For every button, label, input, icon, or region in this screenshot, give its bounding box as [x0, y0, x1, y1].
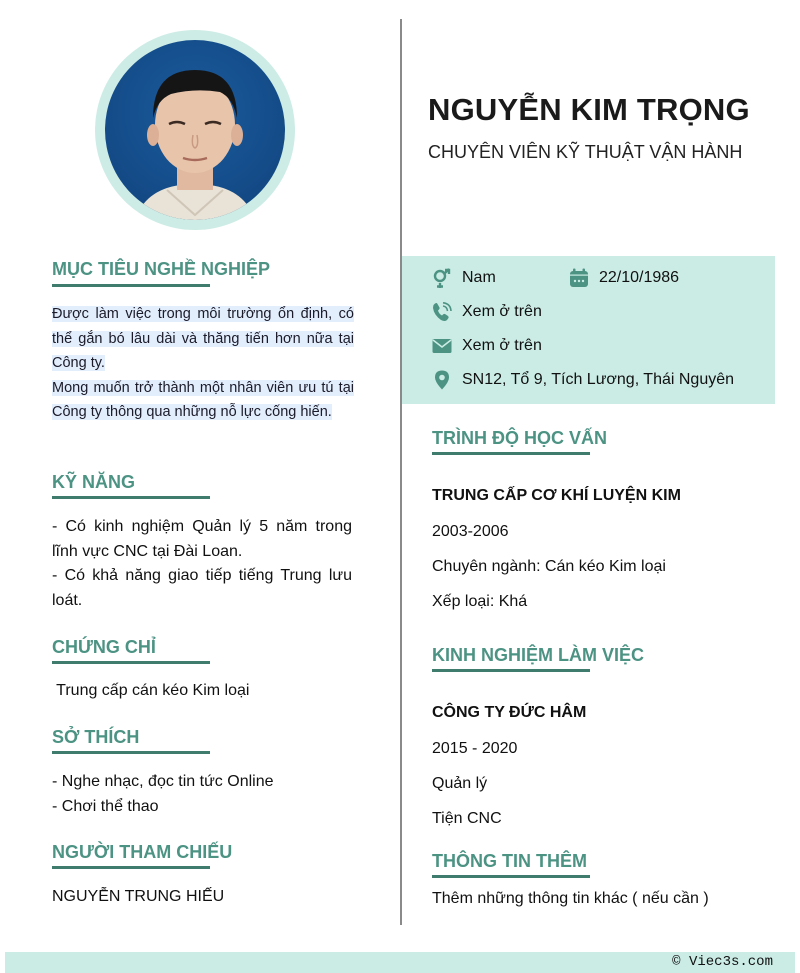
education-grade: Xếp loại: Khá	[432, 593, 528, 610]
footer-bar	[5, 952, 795, 973]
experience-heading-rule	[432, 669, 590, 672]
copyright-text: © Viec3s.com	[672, 954, 773, 970]
education-period: 2003-2006	[432, 523, 509, 540]
experience-heading: KINH NGHIỆM LÀM VIỆC	[432, 645, 645, 665]
birthday-row	[569, 268, 679, 288]
mail-icon	[432, 336, 452, 356]
objective-heading: MỤC TIÊU NGHỀ NGHIỆP	[52, 259, 271, 279]
education-heading: TRÌNH ĐỘ HỌC VẤN	[432, 428, 607, 448]
skills-heading-rule	[52, 496, 210, 499]
phone-row	[432, 302, 542, 322]
gender-value: Nam	[462, 269, 496, 286]
references-heading-rule	[52, 866, 210, 869]
experience-period: 2015 - 2020	[432, 740, 518, 757]
skill-item: - Có khả năng giao tiếp tiếng Trung lưu loát.	[52, 567, 352, 609]
skills-text	[52, 515, 352, 613]
calendar-icon	[569, 268, 589, 288]
address-value: SN12, Tổ 9, Tích Lương, Thái Nguyên	[462, 371, 735, 388]
additional-info-heading-rule	[432, 875, 590, 878]
skills-heading: KỸ NĂNG	[52, 472, 136, 492]
certificates-heading-rule	[52, 661, 210, 664]
contact-info-panel	[402, 256, 775, 404]
avatar	[105, 40, 285, 220]
gender-row	[432, 268, 496, 288]
certificate-item: Trung cấp cán kéo Kim loại	[52, 682, 250, 699]
education-school: TRUNG CẤP CƠ KHÍ LUYỆN KIM	[432, 487, 681, 504]
job-title: CHUYÊN VIÊN KỸ THUẬT VẬN HÀNH	[428, 142, 743, 162]
education-heading-rule	[432, 452, 590, 455]
portrait-photo	[105, 40, 285, 220]
hobbies-heading: SỞ THÍCH	[52, 727, 140, 747]
birthday-value: 22/10/1986	[599, 269, 680, 286]
email-row	[432, 336, 542, 356]
location-pin-icon	[432, 370, 452, 390]
hobbies-heading-rule	[52, 751, 210, 754]
objective-line-1: Được làm việc trong môi trường ổn định, có thể gắn bó lâu dài và thăng tiến hơn nữa tại Công ty.	[52, 306, 354, 371]
candidate-name: NGUYỄN KIM TRỌNG	[428, 92, 750, 127]
gender-icon	[432, 268, 452, 288]
experience-description: Tiện CNC	[432, 810, 502, 827]
objective-heading-rule	[52, 284, 210, 287]
skill-item: - Có kinh nghiệm Quản lý 5 năm trong lĩnh vực CNC tại Đài Loan.	[52, 518, 352, 560]
phone-icon	[432, 302, 452, 322]
education-major: Chuyên ngành: Cán kéo Kim loại	[432, 558, 666, 575]
references-heading: NGƯỜI THAM CHIẾU	[52, 842, 233, 862]
additional-info-heading: THÔNG TIN THÊM	[432, 851, 587, 871]
reference-item: NGUYỄN TRUNG HIẾU	[52, 888, 225, 905]
additional-info-text: Thêm những thông tin khác ( nếu cần )	[432, 890, 709, 907]
address-row	[432, 370, 734, 390]
email-value: Xem ở trên	[462, 337, 542, 354]
experience-company: CÔNG TY ĐỨC HÂM	[432, 704, 587, 721]
hobby-item: - Chơi thể thao	[52, 797, 159, 815]
experience-position: Quản lý	[432, 775, 488, 792]
column-divider	[400, 19, 402, 925]
hobbies-text	[52, 770, 352, 819]
certificates-heading: CHỨNG CHỈ	[52, 637, 156, 657]
objective-line-2: Mong muốn trở thành một nhân viên ưu tú tại Công ty thông qua những nỗ lực cống hiến.	[52, 379, 354, 420]
objective-text	[52, 302, 354, 425]
hobby-item: - Nghe nhạc, đọc tin tức Online	[52, 773, 274, 790]
phone-value: Xem ở trên	[462, 303, 542, 320]
avatar-frame	[95, 30, 295, 230]
